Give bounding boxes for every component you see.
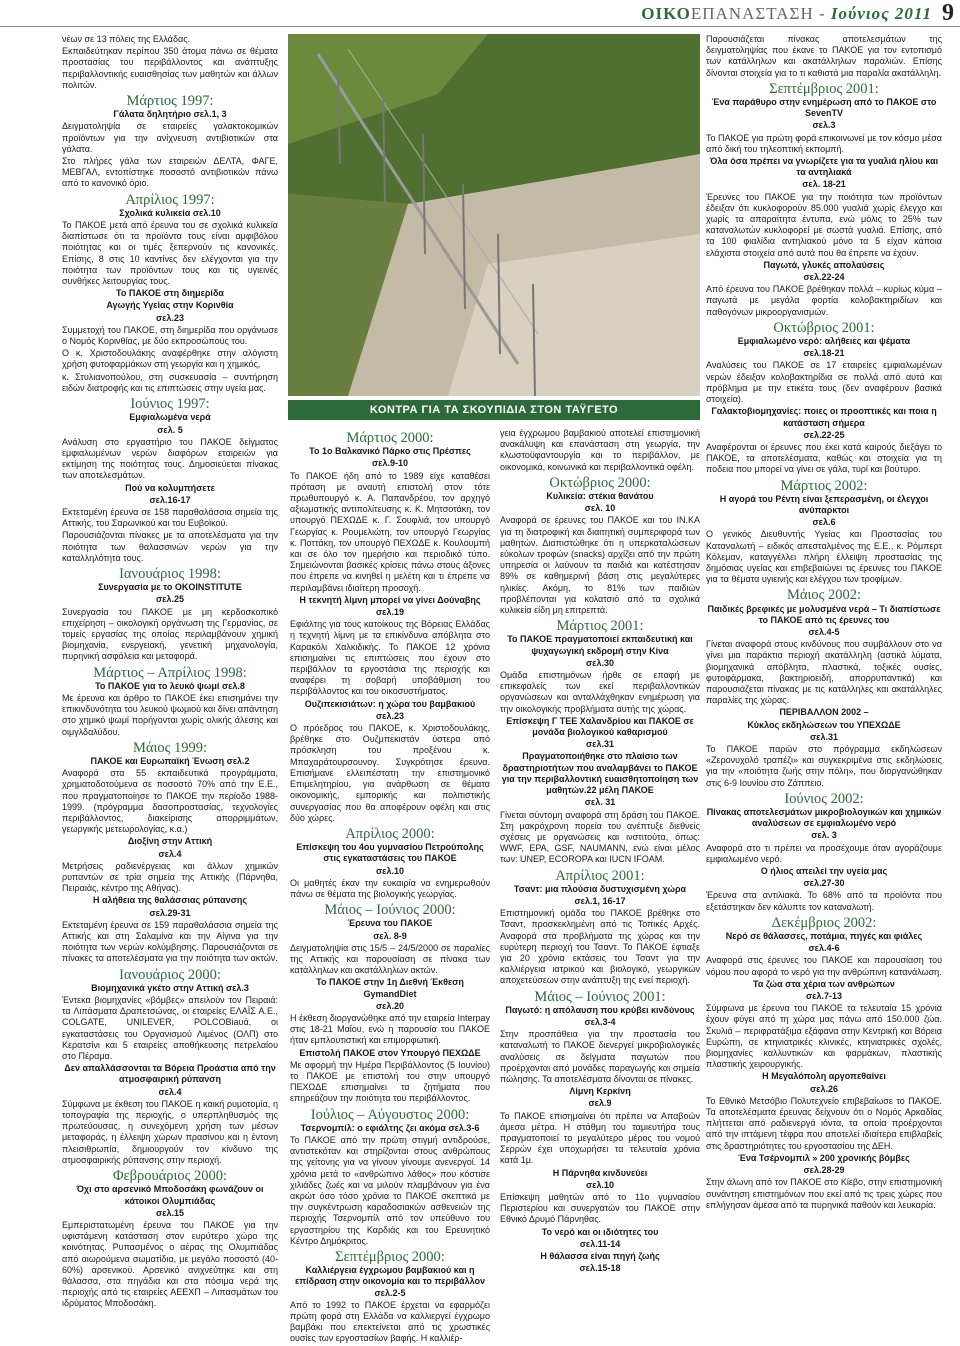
article-title: Όχι στο αρσενικό Μποδοσάκη φωνάζουν οι κάτοικοι Ολυμπιάδας [76, 1184, 264, 1206]
article-title: σελ.4-5 [808, 626, 840, 637]
paragraph: Δειγματοληψία σε εταιρείες γαλακτοκομικών προϊόντων για την ανίχνευση αντιβιοτικών στα γάλατα. [62, 121, 278, 154]
article-title: Η θάλασσα είναι πηγή ζωής [540, 1251, 660, 1262]
article-title: Επιστολή ΠΑΚΟΕ στον Υπουργό ΠΕΧΩΔΕ [299, 1047, 481, 1058]
paragraph: Αναλύσεις του ΠΑΚΟΕ σε 17 εταιρείες εμφιαλωμένων νερών έδειξαν κολοβακτηρίδια σε πολλά από αυτά και πρόβλημα με την ετικέτα τους (δεν αναφέρουν βασικά στοιχεία). [706, 360, 942, 405]
article-title: Έρευνα του ΠΑΚΟΕ [347, 918, 433, 929]
article-title: σελ.3 [812, 120, 836, 131]
article-title: σελ.23 [156, 312, 184, 323]
section-heading: Μάιος – Ιούνιος 2001: [534, 988, 666, 1005]
section-heading: Ιανουάριος 1998: [119, 565, 221, 582]
paragraph: Εμπεριστατωμένη έρευνα του ΠΑΚΟΕ για την υφιστάμενη κατάσταση στον ευρύτερο χώρο της κοινότητας. Ρυπασμένος ο αέρας της Ολυμπιάδας από αιωρούμενα σωματίδια, με μεγάλο ποσοστό (40-60%) αρσενικού. Αρσενικό ανιχνεύτηκε και στη θάλασσα, στα πηγάδια και στα πόσιμα νερά της περιοχής από τις εταιρείες ΑΕΕΧΠ – Λιπασμάτων του ιδρύματος Μποδοσάκη. [62, 1219, 278, 1309]
article-title: Βιομηχανικά γκέτο στην Αττική σελ.3 [91, 982, 249, 993]
page-header [0, 0, 960, 26]
article-title: ΠΕΡΙΒΑΛΛΟΝ 2002 – [779, 707, 869, 718]
paragraph: Έντεκα βιομηχανίες «βόμβες» απειλούν τον Πειραιά: τα Λιπάσματα Δραπετσώνας, οι εταιρείες ΕΛΑΪΣ Α.Ε., COLGATE, UNILEVER, POLCOBiaυά, οι εγκαταστάσεις του Οργανισμού Λιμένος (ΟΛΠ) στο Κερατσίνι και 5 εταιρείες αποθήκευσης πετρελαίου στο Πέραμα. [62, 995, 278, 1062]
column-4 [706, 34, 942, 1212]
paragraph: Σύμφωνα με έρευνα του ΠΑΚΟΕ τα τελευταία 15 χρόνια έχουν φύγει από τη χώρα μας πάνω από 150.000 ζώα. Σκυλιά – περιφρατάξιμα εξάφανα στην Κεντρική και Βόρεια Ευρώπη, σε κτηνιατρικές κλινικές, κτηνιατρικές σχολές, βιομηχανίες καλλυντικών και φαρμάκων, πλαστικής πλαστικής χειρουργικής. [706, 1003, 942, 1070]
column-3 [500, 428, 700, 1275]
column-2 [290, 428, 490, 1346]
article-title: σελ.31 [586, 739, 614, 750]
paragraph: Εφιάλτης για τους κατοίκους της Βόρειας Ελλάδας η τεχνητή λίμνη με τα επικίνδυνα απόβλητα στο Καρακόλι Χαλκιδικής. Το ΠΑΚΟΕ 12 χρόνια επισημαίνει τις επιπτώσεις που έχουν στο περιβάλλον τα εργοστάσια της περιοχής και αναφέρει τη σοβαρή υποβάθμιση του περιβάλλοντος και του οικοσυστήματος. [290, 619, 490, 697]
brand-light: ΕΠΑΝΑΣΤΑΣΗ [690, 4, 814, 23]
paragraph: Το ΠΑΚΟΕ επισημαίνει ότι πρέπει να Απαβοών άμεσα μέτρα. Η στάθμη του ταμιευτήρα τους πραγματοποιεί το μεγαλύτερο μέρος του νομού Σερρών έχει υποχωρήσει τα τελευταία χρόνια κατά 1μ. [500, 1110, 700, 1166]
article-title: Πίνακας αποτελεσμάτων μικροβιολογικών και χημικών αναλύσεων σε εμφιαλωμένο νερό [706, 807, 942, 829]
article-title: σελ.23 [376, 710, 404, 721]
header-rule [0, 26, 960, 27]
article-title: σελ.31 [810, 731, 838, 742]
article-title: Το ΠΑΚΟΕ στη διημερίδα [116, 288, 224, 299]
article-title: Συνεργασία με το OKOINSTITUTE [98, 582, 242, 593]
article-title: Τσαντ: μια πλούσια δυστυχισμένη χώρα [513, 883, 687, 894]
article-title: Λίμνη Κερκίνη [569, 1086, 631, 1097]
article-title: Η Πάρνηθα κινδυνεύει [552, 1167, 648, 1178]
article-title: σελ. 10 [584, 503, 616, 514]
article-title: Το 1ο Βαλκανικό Πάρκο στις Πρέσπες [309, 446, 471, 457]
article-title: Ο ήλιος απειλεί την υγεία μας [760, 866, 888, 877]
article-title: σελ.26 [810, 1083, 838, 1094]
paragraph: γεια έγχρωμου βαμβακιού αποτελεί επιστημονική ανακάλυψη και επανάσταση στη γεωργία, την κλωστοϋφαντουργία και το περιβάλλον, με οικονομικά, κοινωνικά και περιβαλλοντικά οφέλη. [500, 428, 700, 472]
article-title: σελ.15-18 [579, 1263, 621, 1274]
article-title: Παγωτά, γλυκές απολαύσεις [763, 259, 885, 270]
section-heading: Μάρτιος 2001: [556, 618, 644, 635]
article-title: σελ.25 [156, 594, 184, 605]
paragraph: Ανάλυση στο εργαστήριο του ΠΑΚΟΕ δείγματος εμφιαλωμένων νερών διαφόρων εταιρειών για εκτίμηση της ποιότητας τους. Δημοσιεύεται πίνακας των αποτελεσμάτων. [62, 436, 278, 481]
page-number: 9 [942, 0, 954, 26]
article-title: Το νερό και οι ιδιότητες του [541, 1226, 659, 1237]
photo-banner: ΚΟΝΤΡΑ ΓΙΑ ΤΑ ΣΚΟΥΠΙΔΙΑ ΣΤΟΝ ΤΑΫΓΕΤΟ [288, 400, 700, 420]
paragraph: Γίνεται αναφορά στους κινδύνους που συμβάλλουν στο να γίνει μια παράκτια περιοχή ακατάλληλη (αστικά λύματα, βιομηχανικά απόβλητα, πλαστικά, τοξικές ουσίες, φυτοφάρμακα, βακτηριοειδή, απορρυπαντικά) και παρουσιάζεται πίνακας με τις κατάλληλες και ακατάλληλες παραλίες της χώρας. [706, 639, 942, 706]
paragraph: Εκτεταμένη έρευνα σε 158 παραθαλάσσια σημεία της Αττικής, του Σαρωνικού και του Ευβοϊκού. [62, 506, 278, 529]
article-title: σελ.9-10 [372, 458, 408, 469]
article-title: Η αλήθεια της θαλάσσιας ρύπανσης [92, 895, 248, 906]
section-heading: Ιούλιος – Αύγουστος 2000: [310, 1106, 470, 1123]
paragraph: Με αφορμή την Ημέρα Περιβάλλοντος (5 Ιουνίου) το ΠΑΚΟΕ με επιστολή του στην υπουργό ΠΕΧΩΔΕ επισημαίνει τα ζητήματα που επηρεάζουν την ποιότητα του περιβάλλοντος. [290, 1059, 490, 1104]
article-title: Η αγορά του Ρέντη είναι ξεπερασμένη, οι έλεγχοι ανύπαρκτοι [719, 493, 929, 515]
paragraph: Παρουσιάζονται πίνακες με τα αποτελέσματα για την ποιότητα των θαλασσινών νερών για την καταλληλότητα τους. [62, 530, 278, 563]
article-title: Το ΠΑΚΟΕ πραγματοποιεί εκπαιδευτική και ψυχαγωγική εκδρομή στην Κίνα [507, 634, 693, 656]
article-title: Επίσκεψη του 4ου γυμνασίου Πετρούπολης στις εγκαταστάσεις του ΠΑΚΟΕ [296, 842, 484, 864]
article-title: Εμφιαλωμένα νερά [129, 412, 211, 423]
article-title: σελ.18-21 [803, 348, 845, 359]
article-title: Σχολικά κυλικεία σελ.10 [119, 207, 221, 218]
article-title: σελ.7-13 [806, 991, 842, 1002]
section-heading: Μάρτιος 2002: [780, 477, 868, 494]
article-title: σελ.4-6 [808, 943, 840, 954]
paragraph: Δειγματοληψία στις 15/5 – 24/5/2000 σε παραλίες της Αττικής και παρουσίαση σε πίνακα των κατάλληλων και ακατάλληλων ακτών. [290, 942, 490, 976]
paragraph: Αναφέρονται οι έρευνες που έκει κατά καιρούς διεξάγει το ΠΑΚΟΕ, τα αποτελέσματα, καθώς και στοιχεία για τη ποδεια που μπορεί να γίνει σε γάλα, τυρί και βούτυρο. [706, 441, 942, 475]
article-title: σελ.9 [588, 1098, 612, 1109]
section-heading: Μάιος 1999: [132, 739, 208, 756]
article-title: Παγωτό: η απόλαυση που κρύβει κινδύνους [505, 1004, 695, 1015]
section-heading: Φεβρουάριος 2000: [112, 1168, 228, 1185]
section-heading: Δεκέμβριος 2002: [771, 914, 877, 931]
article-title: σελ.29-31 [149, 907, 191, 918]
article-title: σελ. 3 [811, 830, 837, 841]
paragraph: Το Εθνικό Μετσόβιο Πολυτεχνείο επιβεβαίωσε το ΠΑΚΟΕ. Τα αποτελέσματα έρευνας δείχνουν ότι ο Νομός Αρκαδίας πλήττεται από ραδιενεργά ιόντα, τα οποία προέρχονται από την ιπτάμενη τέφρα που αποτελεί ιδιαίτερα επιβλαβείς στις δραστηριότητες του εργοστασίου της ΔΕΗ. [706, 1095, 942, 1151]
fence-landfill-photo [288, 34, 700, 396]
section-heading: Μάρτιος – Απρίλιος 1998: [93, 664, 247, 681]
paragraph: Αναφορά στις έρευνες του ΠΑΚΟΕ και παρουσίαση του νόμου που αφορά το νερό για την ανθρώπινη κατανάλωση. [706, 955, 942, 977]
paragraph: Το ΠΑΚΟΕ μετά από έρευνα του σε σχολικά κυλικεία διαπίστωσε ότι τα προϊόντα τους είναι αμφιβόλου ποιότητας και οι τιμές ξεπερνούν τις κανονικές. Επίσης, 8 στις 10 καντίνες δεν ελέγχονται για την ποιότητα των προϊόντων τους και τις υγιεινές συνθήκες λειτουργίας τους. [62, 220, 278, 287]
paragraph: Αναφορά στα 55 εκπαιδευτικά προγράμματα, χρηματοδοτούμενα σε ποσοστό 70% από την Ε.Ε., που πραγματοποίησε το ΠΑΚΟΕ την περίοδο 1988-1999. (πρόγραμμα δασοπροστασίας, τεχνολογίες περιβάλλοντος, διακείρισης απορριμμάτων, γεωργικής μετεωρολογίας, κ.α.) [62, 768, 278, 835]
paragraph: Στο πλήρες γάλα των εταιρειών ΔΕΛΤΑ, ΦΑΓΕ, ΜΕΒΓΑΛ, εντοπίστηκε ποσοστό αντιβιοτικών πάνω από το κανονικό όριο. [62, 156, 278, 189]
brand-bold: ΟΙΚΟ [641, 4, 691, 23]
paragraph: Συμμετοχή του ΠΑΚΟΕ, στη διημερίδα που οργάνωσε ο Νομός Κορινθίας, με δύο εκπροσώπους του. [62, 324, 278, 347]
section-heading: Οκτώβριος 2000: [549, 474, 651, 491]
paragraph: κ. Στυλιανοπούλου, στη συσκευασία – συντήρηση ειδών διατροφής και τις επιπτώσεις στην υγεία μας. [62, 371, 278, 393]
section-heading: Μάρτιος 1997: [126, 93, 214, 110]
section-heading: Ιούνιος 2002: [784, 790, 864, 807]
article-title: Η Μεγαλόπολη αργοπεθαίνει [762, 1071, 886, 1082]
paragraph: Επιστημονική ομάδα του ΠΑΚΟΕ βρέθηκε στο Τσαντ, προσκεκλημένη από τις Τοπικές Αρχές. Αναφορά στα προβλήματα της χώρας και την ευρύτερη περιοχή του Τσαντ. Το ΠΑΚΟΕ έφτιαξε για 20 χρόνια εκτάσεις του Τσαντ για την καλλιέργεια ιατρικού και βιολογικό, γεωργικών αποχετεύσεων στην ανάπτυξη της ενεί περιοχή. [500, 908, 700, 986]
article-title: Τα ζώα στα χέρια των ανθρώπων [753, 978, 895, 989]
article-title: Πού να κολυμπήσετε [125, 482, 215, 493]
paragraph: Σύμφωνα με έκθεση του ΠΑΚΟΕ η καική ρυμοτομία, η τοπογραφία της περιοχής, ο υπερπληθυσμός της πρωτεύουσας, η συνεχόμενη χρήση των μέσων μεταφοράς, η έλλειψη χώρων πρασίνου και η έντονη πλεισιθρωπία, δημιουργούν τον κίνδυνο της ατμοσφαιρικής ρύπανσης στην περιοχή. [62, 1098, 278, 1165]
column-1 [62, 34, 278, 1311]
paragraph: Το ΠΑΚΟΕ παρών στο πρόγραμμα εκδηλώσεων «Ζερονυχολό τραπέζι» και συγκεκριμένα στις εκδηλώσεις για την «ποιότητα ζωής στην πόλη», που διοργανώθηκαν στις 6-9 Ιουνίου στο Ζάππειο. [706, 743, 942, 788]
article-title: σελ.10 [586, 1179, 614, 1190]
section-heading: Σεπτέμβριος 2001: [769, 80, 879, 97]
issue-date: Ιούνιος 2011 [830, 4, 932, 23]
article-title: Το ΠΑΚΟΕ για το λευκό ψωμί σελ.8 [95, 680, 245, 691]
article-title: σελ. 8-9 [373, 930, 407, 941]
article-title: Ένα παράθυρο στην ενημέρωση από το ΠΑΚΟΕ στο SevenTV [711, 97, 937, 119]
article-title: Ουζιπεκισιάτων: η χώρα του βαμβακιού [304, 698, 476, 709]
paragraph: Ο γενικός Διευθυντής Υγείας και Προστασίας του Καταναλωτή – ειδικός απεσταλμένος της Ε.Ε., κ. Ρόμπερτ Κόλεμαν, καταγγέλλει πλήρη έλλειψη προστασίας της δημόσιας υγείας και επιβεβαιώνει τις έρευνες του ΠΑΚΟΕ για τα θέματα υγιεινής και ελέγχου των τροφίμων. [706, 529, 942, 585]
paragraph: Το ΠΑΚΟΕ από την πρώτη στιγμή αντιδρούσε, αντιστεκόταν και στηρίζονται στους ανθρώπους της γείτονης για να γίνουν γίνουμε ανενεργοί. 14 χρόνια μετά το «ανθρώπινο λάθος» που κόστισε χιλιάδες ζωές και να μιλούν πλαμβάνουν για ένα ακρώτ όσο τόσο χρόνια το ΠΑΚΟΕ σκεπτικά με την συγκέντρωση καραδοσιακών ασθενειών της περιοχής Τσερνομπίλ από τον υπεύθυνο του εργαστηρίου της Καρδιάς και του Ερευνητικό Κέντρο Δημόκριτος. [290, 1134, 490, 1246]
newspaper-masthead: ΟΙΚΟΕΠΑΝΑΣΤΑΣΗ - Ιούνιος 2011 [641, 4, 932, 23]
paragraph: Η έκθεση διοργανώθηκε από την εταιρεία Interpay στις 18-21 Μαΐου, ενώ η παρουσία του ΠΑΚΟΕ ήταν εμπλουτιστική και επιμορφωτική. [290, 1012, 490, 1046]
article-title: Όλα όσα πρέπει να γνωρίζετε για τα γυαλιά ηλίου και τα αντηλιακά [709, 156, 939, 178]
paragraph: Ο κ. Χριστοδουλάκης αναφέρθηκε στην αλόγιστη χρήση φυτοφαρμάκων στη γεωργία και η χημικός, [62, 348, 278, 370]
article-title: σελ.4 [158, 848, 182, 859]
paragraph: Συνεργασία του ΠΑΚΟΕ με μη κερδοσκοπικό επιχείρηση – οικολογική οργάνωση της Γερμανίας, σε τομείς εργασίας της οποίας περιλαμβάνουν χημική βιομηχανία, ενεργειακή, γενετική μηχανολογία, πυρηνική ασφάλεια και μεταφορά. [62, 606, 278, 662]
article-title: σελ.4 [158, 1086, 182, 1097]
section-heading: Μάιος – Ιούνιος 2000: [324, 902, 456, 919]
paragraph: Ο πρόεδρος του ΠΑΚΟΕ, κ. Χριστοδουλάκης, βρέθηκε στο Ουζμπεκιστάν ύστερα από πρόσκληση του προξένου κ. Μπαχαράτουρσουνογ. Συγκρότησε έρευνα. Επισήμανε ελλειπέστατη την επιστημονικό Επιμελητηρίου, για ανάρθωση σε θέματα οικονομικής, εμπορικής και πολιτιστικής συνεργασίας που θα αποφέρουν οφέλη και στις δύο χώρες. [290, 723, 490, 823]
article-title: Το ΠΑΚΟΕ στην 1η Διεθνή Έκθεση GymandDiet [316, 977, 464, 999]
section-heading: Απρίλιος 2000: [345, 825, 435, 842]
paragraph: Επίσκεψη μαθητών από το 11ο γυμνασίου Περιστερίου και συνεργατών του ΠΑΚΟΕ στην Εθνικό Δρυμό Πάρνηθας. [500, 1192, 700, 1225]
article-title: σελ.19 [376, 607, 404, 618]
article-title: σελ.20 [376, 1000, 404, 1011]
paragraph: Οι μαθητές έκαν την ευκαιρία να ενημερωθούν πάνω σε θέματα της βιολογικής γεωργίας. [290, 877, 490, 899]
article-title: Παιδικές βρεφικές με μολυσμένα νερά – Τι διαπίστωσε το ΠΑΚΟΕ από τις έρευνες του [707, 603, 941, 625]
article-title: Κυλικεία: στέκια θανάτου [546, 491, 654, 502]
paragraph: Μετρήσεις ραδιενέργειας και άλλων χημικών ρυπαντών σε τρία σημεία της Αττικής (Πάρνηθα, Πειραιάς, κέντρο της Αθήνας). [62, 860, 278, 894]
article-title: Νερό σε θάλασσες, ποτάμια, πηγές και φιάλες [725, 931, 923, 942]
section-heading: Απρίλιος 1997: [125, 191, 215, 208]
section-heading: Οκτώβριος 2001: [773, 319, 875, 336]
paragraph: Αναφορά στο τι πρέπει να προσέχουμε όταν αγοράζουμε εμφιαλωμένο νερό. [706, 842, 942, 864]
section-heading: Μάιος 2002: [786, 587, 862, 604]
section-heading: Μάρτιος 2000: [346, 430, 434, 446]
article-title: σελ. 18-21 [802, 179, 846, 190]
paragraph: Με έρευνα και άρθρο το ΠΑΚΟΕ έκει επισημάνει την επικινδυνότητα του λευκού ψωμιού και δίνει απάντηση στο χημικό ψωμί πορήγονται χωρίς ολικής άλεσης και οιμγλδαλύδου. [62, 692, 278, 737]
paragraph: Έρευνα στα αντιλιακά. Το 68% από τα προϊόντα που εξετάστηκαν δεν κάλυπτε τον καταναλωτή. [706, 890, 942, 912]
article-title: Κύκλος εκδηλώσεων του ΥΠΕΧΩΔΕ [747, 719, 901, 730]
paragraph: Από έρευνα του ΠΑΚΟΕ βρέθηκαν πολλά – κυρίως κύμα – παγωτά με μεγάλα φορτία κολοβακτηριδίων και παθογόνων μικροοργανισμών. [706, 284, 942, 317]
paragraph: Ομάδα επιστημόνων ήρθε σε επαφή με επικεφαλείς των εκεί περιβαλλοντικών οργανώσεων και ανταλλάχθηκαν ενημέρωση για την οικολογικής προβλήματα αυτής της χώρας. [500, 670, 700, 714]
article-title: σελ.16-17 [149, 494, 191, 505]
paragraph: Παρουσιάζεται πίνακας αποτελεσμάτων της δειγματοληψίας που έκανε το ΠΑΚΟΕ για τον εντοπισμό των κατάλληλων και ακατάλληλων παραλιών. Επίσης δίνονται στοιχεία για το τι καθιστά μια παραλία ακατάλληλη. [706, 34, 942, 78]
paragraph: Από το 1992 το ΠΑΚΟΕ έρχεται να εφαρμόζει πρώτη φορά στη Ελλάδα να καλλιεργεί έγχρωμο βαμβάκι που επεκτείνεται από τις χρωστικές ουσίες των εργοστασίων βαφής. Η καλλιέρ- [290, 1299, 490, 1344]
article-title: Καλλιέργεια έγχρωμου βαμβακιού και η επίδραση στην οικονομία και το περιβάλλον σελ.2-5 [295, 1265, 485, 1298]
section-heading: Ιούνιος 1997: [130, 396, 210, 413]
paragraph: Το ΠΑΚΟΕ ήδη από το 1989 είχε καταθέσει πρόταση με αναυτή επιστολή στον τότε πρωθυπουργό κ. Α. Παπανδρέου, τον αρχηγό αξιωματικής αντιπολίτευσης κ. Κ. Μητσοτάκη, τον υπουργό ΠΕΧΩΔΕ κ. Γ. Σουφλιά, τον υπουργό Γεωργίας κ. Ρουμελιώτη, τον υπουργό Γεωργίας κ. Ποττάκη, τον υπουργό ΠΕΧΩΔΕ κ. Κουλουμπή και σε όλο τον ημερήσιο και περιοδικό τύπο. Σημειώνονται βασικές κρίσεις πάνω στους άξονες που έπρεπε να κινηθεί η μελέτη και τι έπρεπε να περιλαμβάνει ιδιαίτερη προσοχή. [290, 470, 490, 593]
paragraph: Στην προσπάθεια για την προστασία του καταναλωτή το ΠΑΚΟΕ διενεργεί μικροβιολογικές αναλύσεις σε δείγματα παγωτών που προέρχονται από μονάδες παραγωγής και σημεία πώλησης. Τα αποτελέσματα δίνονται σε πίνακες. [500, 1029, 700, 1084]
paragraph: Το ΠΑΚΟΕ για πρώτη φορά επικοινωνεί με τον κόσμο μέσα από δική του τηλεοπτική εκπομπή. [706, 132, 942, 154]
article-title: σελ.30 [586, 657, 614, 668]
article-title: σελ.3-4 [584, 1016, 616, 1027]
article-title: σελ.1, 16-17 [574, 895, 626, 906]
article-title: Διοξίνη στην Αττική [127, 836, 213, 847]
article-title: σελ.15 [156, 1207, 184, 1218]
article-title: Εμφιαλωμένο νερό: αλήθειες και ψέματα [737, 336, 911, 347]
article-title: σελ. 5 [157, 424, 183, 435]
paragraph: Εκτεταμένη έρευνα σε 159 παραθαλάσσια σημεία της Αττικής και στη Σαλαμίνα και την Αίγινα για την ποιότητα των νερών κολύμβησης. Παρουσιάζονται σε πίνακες τα αποτελέσματα για την ποιότητα των ακτών. [62, 919, 278, 964]
article-title: Η τεκνητή λίμνη μπορεί να γίνει Δούναβης [299, 594, 481, 605]
article-title: Επίσκεψη Γ ΤΕΕ Χαλανδρίου και ΠΑΚΟΕ σε μονάδα βιολογικού καθαρισμού [506, 715, 694, 738]
article-title: σελ.6 [812, 517, 836, 528]
paragraph: Εκπαιδεύτηκαν περίπου 350 άτομα πάνω σε θέματα προστασίας του περιβάλλοντος και ανάπτυξης περιβαλλοντικής ευαισθησίας των μαθητών και άλλων πολιτών. [62, 46, 278, 90]
article-title: σελ.22-25 [803, 429, 845, 440]
photo-illustration [288, 34, 700, 396]
article-title: Αγωγής Υγείας στην Κορινθία [106, 300, 234, 311]
article-title: σελ.27-30 [803, 878, 845, 889]
article-title: σελ.22-24 [803, 272, 845, 283]
paragraph: νέων σε 13 πόλεις της Ελλάδας. [62, 34, 191, 44]
section-heading: Ιανουάριος 2000: [119, 966, 221, 983]
article-title: Πραγματοποιήθηκε στο πλαίσιο των δραστηριοτήτων που αναλαμβάνει το ΠΑΚΟΕ για την περιβαλλοντική ευαισθητοποίηση των μαθητών.22 μέλη ΠΑΚΟΕ [501, 751, 699, 796]
paragraph: Αναφορά σε έρευνες του ΠΑΚΟΕ και του ΙΝ.ΚΑ για τη διατροφική και διαιτητική συμπεριφορά των μαθητών. Διαπιστώθηκε ότι η υπερκαταλώσεων εύκολων τροφών (snacks) αρχίζει από την πρώτη υπηρεσία οι λαύνουν τα παιδιά και κατέστησαν 89% σε καθημερινή βάση στις μεγαλύτερες ηλικίες. Ακόμη, το 81% των παιδιών προβλέπονται για κολατσιό από τα σχολικά κυλικεία είδη μη επιτρεπτά. [500, 515, 700, 616]
article-title: Ένα Τσέρνομπιλ » 200 χρονικής βόμβες [738, 1152, 910, 1163]
article-title: Γαλακτοβιομηχανίες: ποιες οι προοπτικές και ποια η κατάσταση σήμερα [711, 406, 937, 428]
section-heading: Σεπτέμβριος 2000: [335, 1249, 445, 1266]
article-title: ΠΑΚΟΕ και Ευρωπαϊκή Ένωση σελ.2 [90, 755, 250, 766]
article-title: Γάλατα δηλητήριο σελ.1, 3 [113, 109, 227, 120]
paragraph: Γίνεται σύντομη αναφορά στη δράση του ΠΑΚΟΕ. Στη μακρόχρονη πορεία του ανέπτυξε διεθνείς σχέσεις με οργανώσεις και ινστιτούτα, όπως: WWF, EPA, GSF, NAUMANN, ενώ είναι μέλος των: UNEP, ECOROPA και IUCN IFOAM. [500, 809, 700, 865]
article-title: Δεν απαλλάσσονται τα Βόρεια Προάστια από την ατμοσφαιρική ρύπανση [64, 1063, 276, 1085]
article-title: σελ.10 [376, 865, 404, 876]
section-heading: Απρίλιος 2001: [555, 867, 645, 884]
article-title: σελ. 31 [584, 797, 616, 808]
article-title: σελ.28-29 [803, 1165, 845, 1176]
article-title: σελ.11-14 [579, 1238, 621, 1249]
paragraph: Έρευνες του ΠΑΚΟΕ για την ποιότητα των προϊόντων έδειξαν ότι κυκλοφορούν 85.000 γυαλιά χωρίς έλεγχο και χωρίς τα απαραίτητα έντυπα, ενώ μόλις το 25% των καταναλωτών κυκλοφορεί με σωστά γυαλιά. Επίσης, από τα 100 φιαλίδια αντηλιακού μόνο τα 5 είχαν κάποια ελάχιστα στοιχεία από αυτά που θα έπρεπε να έχουν. [706, 191, 942, 258]
article-title: Τσερνομπίλ: ο εφιάλτης ζει ακόμα σελ.3-6 [300, 1122, 480, 1133]
paragraph: Στην άλωνη από τον ΠΑΚΟΕ στο Κίεβο, στην επιστημονική συνάντηση επιστημόνων που εκεί από τις τρεις χώρες που επλήγησαν άμεσα από τα πυρηνικά παθούν και λευκαρία. [706, 1177, 942, 1210]
